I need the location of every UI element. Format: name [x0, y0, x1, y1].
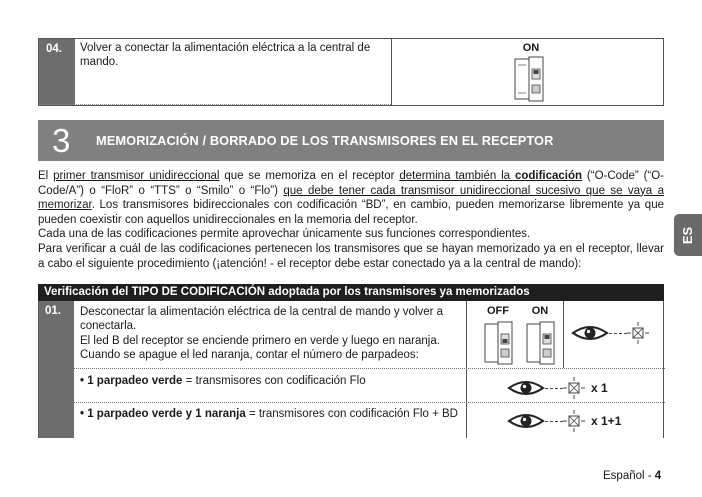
dotted-divider	[39, 104, 391, 105]
breaker-switch-on-icon	[525, 320, 557, 366]
column-divider	[466, 301, 467, 438]
eye-icon	[507, 411, 545, 431]
language-tab-label: ES	[680, 226, 696, 244]
language-tab	[674, 214, 702, 256]
paragraph-3: Para verificar a cuál de las codificaciones pertenecen los transmisores que se hayan memorizado ya en el receptor, llevar a cabo el siguiente procedimiento (¡atención! - el receptor debe estar conectado ya a la central de mando):	[38, 242, 664, 270]
led-green-icon	[563, 377, 585, 399]
step-text: Volver a conectar la alimentación eléctrica a la central de mando.	[80, 42, 371, 68]
column-divider	[391, 39, 392, 105]
eye-icon	[571, 323, 609, 343]
row-divider	[74, 402, 665, 403]
column-divider	[563, 301, 564, 368]
blink-count: x 1	[591, 381, 608, 395]
body-paragraphs	[38, 169, 664, 271]
off-label: OFF	[487, 305, 509, 317]
paragraph-2: Cada una de las codificaciones permite aprovechar únicamente sus funciones correspondientes.	[38, 228, 531, 241]
step-number: 01.	[39, 301, 74, 438]
on-label: ON	[531, 305, 549, 317]
verification-table	[38, 301, 664, 438]
step-number: 04.	[39, 39, 75, 105]
breaker-switch-on-icon	[513, 55, 547, 103]
blink-count: x 1+1	[591, 414, 622, 428]
step-04-row	[38, 38, 664, 106]
led-icon	[627, 322, 649, 344]
result-row-flo: • 1 parpadeo verde = transmisores con codificación Flo	[80, 375, 366, 387]
row-divider	[74, 368, 665, 369]
led-green-orange-icon	[563, 410, 585, 432]
verification-header: Verificación del TIPO DE CODIFICACIÓN adoptada por los transmisores ya memorizados	[38, 284, 664, 301]
eye-icon	[507, 378, 545, 398]
section-title: MEMORIZACIÓN / BORRADO DE LOS TRANSMISORES EN EL RECEPTOR	[96, 133, 554, 148]
page-footer: Español - 4	[603, 470, 662, 482]
section-header	[38, 120, 664, 161]
page-number: 4	[654, 470, 662, 482]
paragraph-1: El primer transmisor unidireccional que se memoriza en el receptor determina también la codificación (“O-Code” (“O-Code/A”) o “FloR” o “TTS” o “Smilo” o “Flo”) que debe tener cada transmisor unidireccional sucesivo que se vaya a memorizar. Los transmisores bidireccionales con codificación “BD”, en cambio, pueden memorizarse libremente ya que pueden coexistir con aquellos unidireccionales en la memoria del receptor.	[38, 170, 665, 226]
section-number: 3	[52, 122, 71, 159]
breaker-switch-off-icon	[483, 320, 515, 366]
result-row-flo-bd: • 1 parpadeo verde y 1 naranja = transmisores con codificación Flo + BD	[80, 408, 458, 420]
on-label: ON	[522, 42, 540, 54]
step-text: Desconectar la alimentación eléctrica de la central de mando y volver a conectarla. El led B del receptor se enciende primero en verde y luego en naranja. Cuando se apague el led naranja, contar el número de parpadeos:	[80, 306, 444, 361]
